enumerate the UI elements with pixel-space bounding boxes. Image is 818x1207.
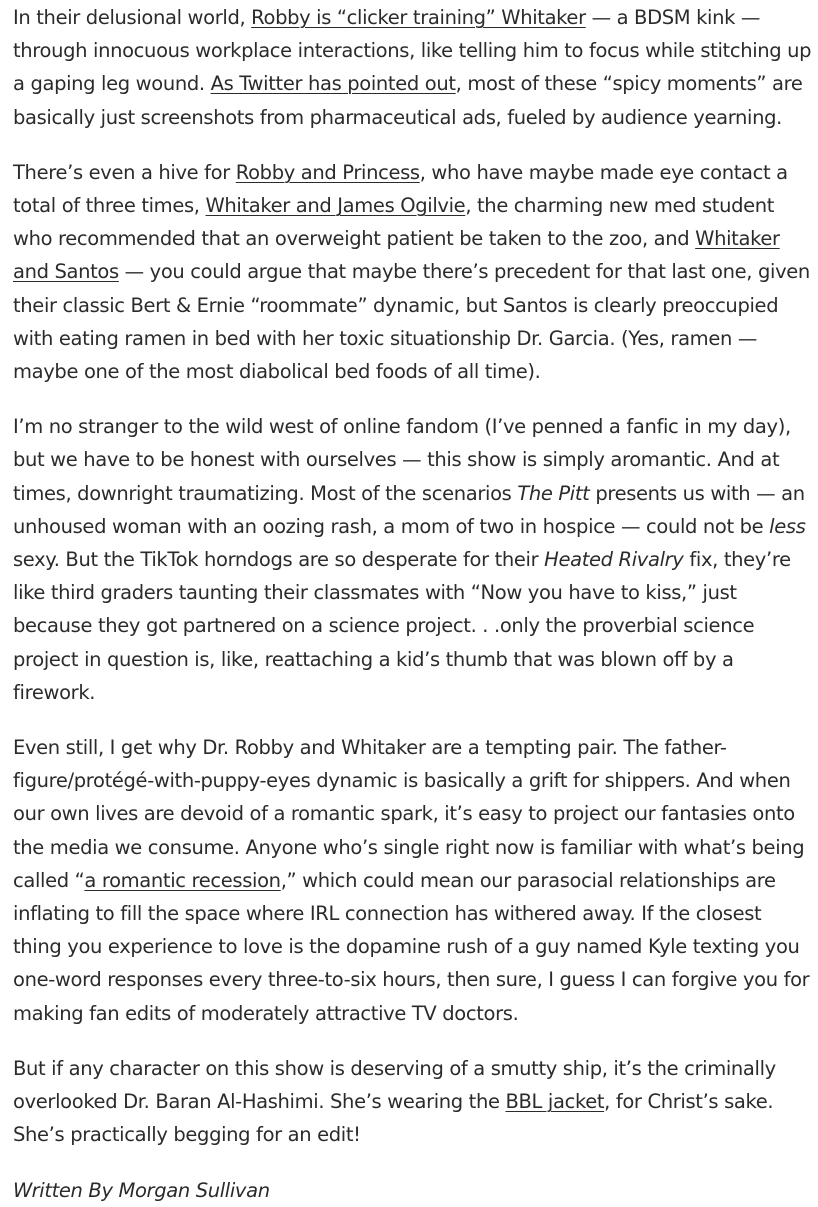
paragraph-1-text-2: — a BDSM kink — through innocuous workplace interactions, like telling him to focus while stitching up a gaping leg wound.: [13, 6, 812, 96]
link-twitter-pointed-out[interactable]: As Twitter has pointed out: [210, 72, 456, 96]
paragraph-3-text-4: fix, they’re like third graders taunting their classmates with “Now you have to kiss,” just because they got partnered on a science project. . .only the proverbial science project in question is, like, reattaching a kid’s thumb that was blown off by a firework.: [13, 548, 791, 704]
emphasis-heated-rivalry: Heated Rivalry: [544, 548, 684, 572]
emphasis-the-pitt: The Pitt: [517, 481, 590, 505]
paragraph-1: [13, 1, 812, 134]
paragraph-2-text-2: , who have maybe made eye contact a total of three times,: [13, 160, 788, 218]
link-whitaker-and-santos[interactable]: Whitaker and Santos: [13, 227, 780, 284]
paragraph-2-text-4: — you could argue that maybe there’s precedent for that last one, given their classic Bert & Ernie “roommate” dynamic, but Santos is clearly preoccupied with eating ramen in bed with her toxic situationship Dr. Garcia. (Yes, ramen — maybe one of the most diabolical bed foods of all time).: [13, 260, 810, 384]
link-clicker-training[interactable]: Robby is “clicker training” Whitaker: [251, 6, 586, 29]
paragraph-2-text-1: There’s even a hive for: [13, 160, 236, 184]
emphasis-less: less: [769, 514, 806, 538]
paragraph-4-text-2: ,” which could mean our parasocial relationships are inflating to fill the space where IRL connection has withered away. If the closest thing you experience to love is the dopamine rush of a guy named Kyle texting you one-word responses every three-to-six hours, then sure, I guess I can forgive you for making fan edits of moderately attractive TV doctors.: [13, 868, 810, 1025]
paragraph-3-text-1: I’m no stranger to the wild west of online fandom (I’ve penned a fanfic in my day), but we have to be honest with ourselves — this show is simply aromantic. And at times, downright traumatizing. Most of the scenarios: [13, 415, 791, 505]
link-bbl-jacket[interactable]: BBL jacket: [505, 1090, 605, 1114]
link-romantic-recession[interactable]: a romantic recession: [84, 868, 281, 892]
link-robby-and-princess[interactable]: Robby and Princess: [235, 160, 420, 184]
paragraph-5-text-2: , for Christ’s sake. She’s practically begging for an edit!: [13, 1090, 774, 1147]
paragraph-2-text-3: , the charming new med student who recommended that an overweight patient be taken to the zoo, and: [13, 194, 775, 251]
link-whitaker-and-ogilvie[interactable]: Whitaker and James Ogilvie: [205, 194, 466, 218]
paragraph-1-text-1: In their delusional world,: [13, 6, 252, 29]
paragraph-3: [13, 410, 812, 709]
paragraph-1-text-3: , most of these “spicy moments” are basically just screenshots from pharmaceutical ads, fueled by audience yearning.: [13, 72, 803, 129]
paragraph-3-text-3: sexy. But the TikTok horndogs are so desperate for their: [13, 548, 545, 572]
paragraph-5-text-1: But if any character on this show is deserving of a smutty ship, it’s the criminally overlooked Dr. Baran Al-Hashimi. She’s wearing the: [13, 1056, 776, 1114]
paragraph-5: [13, 1052, 812, 1152]
author-byline: Written By Morgan Sullivan: [13, 1178, 270, 1202]
paragraph-3-text-2: presents us with — an unhoused woman with an oozing rash, a mom of two in hospice — could not be: [13, 481, 805, 538]
paragraph-4: [13, 731, 812, 1030]
paragraph-2: [13, 156, 812, 388]
article-body: [0, 1, 818, 1207]
paragraph-4-text-1: Even still, I get why Dr. Robby and Whitaker are a tempting pair. The father-figure/protégé-with-puppy-eyes dynamic is basically a grift for shippers. And when our own lives are devoid of a romantic spark, it’s easy to project our fantasies onto the media we consume. Anyone who’s single right now is familiar with what’s being called “: [13, 736, 805, 892]
